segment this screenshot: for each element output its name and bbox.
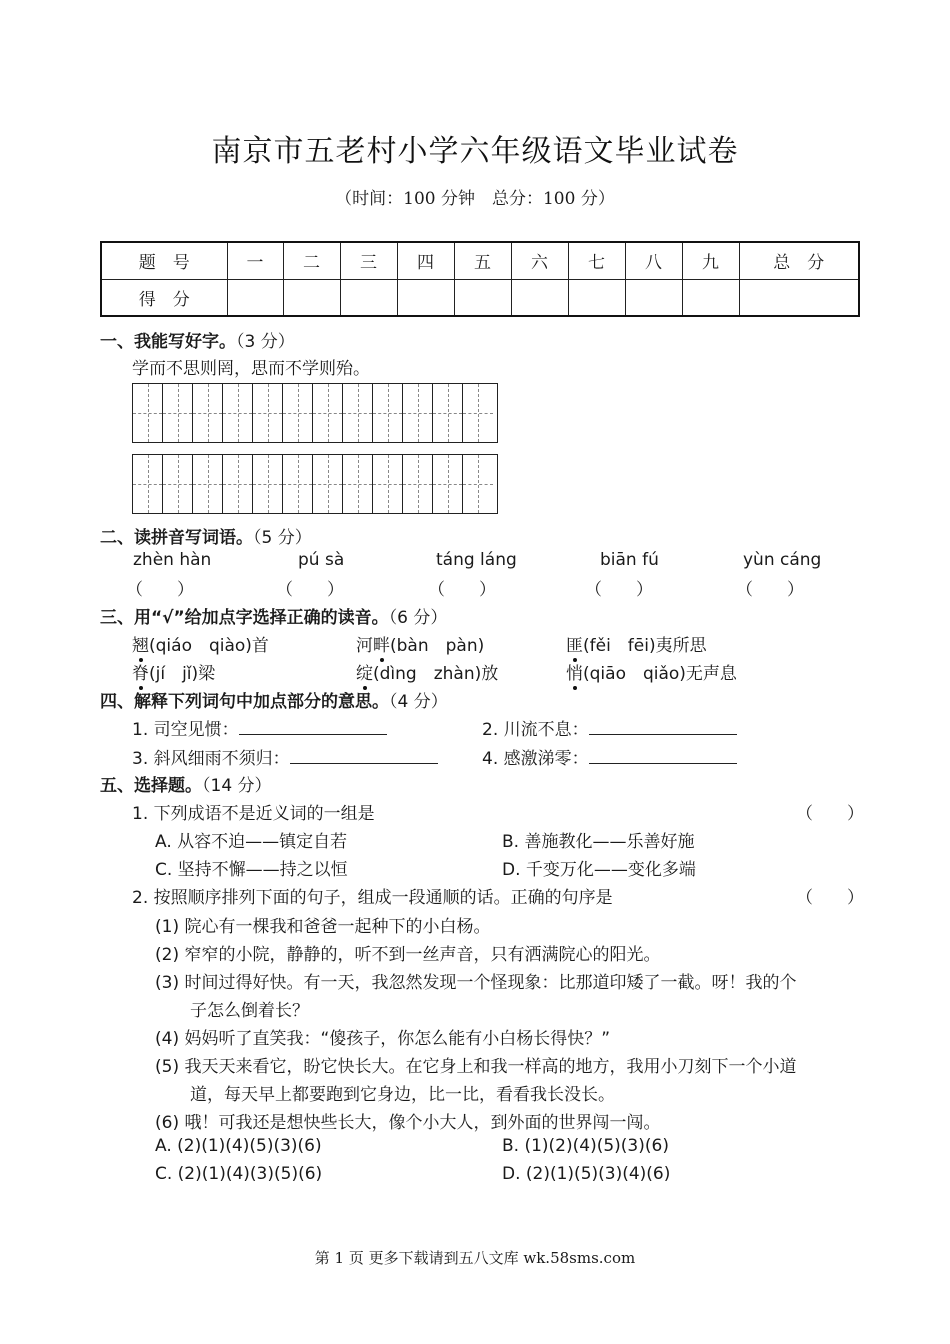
option-d[interactable]: D. (2)(1)(5)(3)(4)(6): [502, 1164, 671, 1184]
choice-q1: 1. 下列成语不是近义词的一组是: [132, 804, 375, 824]
explain-q1-label: 1. 司空见惯：: [132, 720, 239, 740]
explain-q3: [132, 744, 438, 769]
sentence-cont: 子怎么倒着长？: [190, 1001, 309, 1021]
pinyin-item: zhèn hàn: [133, 550, 212, 570]
section-5-title: 五、选择题。: [100, 776, 202, 796]
section-4-points: （4 分）: [389, 692, 448, 712]
score-input-cell[interactable]: [227, 279, 283, 316]
writing-grid-1[interactable]: [132, 383, 498, 443]
score-input-cell[interactable]: [283, 279, 340, 316]
option-d[interactable]: D. 千变万化——变化多端: [502, 860, 696, 880]
options-text: (fěi fēi)夷所思: [583, 636, 707, 656]
dotted-char: 悄: [566, 659, 583, 684]
section-4-heading: [100, 687, 448, 712]
option-b[interactable]: B. (1)(2)(4)(5)(3)(6): [502, 1136, 669, 1156]
section-3-title: 三、用“√”给加点字选择正确的读音。: [100, 608, 389, 628]
answer-paren[interactable]: （ ）: [796, 804, 864, 824]
section-1-points: （3 分）: [236, 332, 295, 352]
section-3-heading: [100, 603, 447, 628]
explain-q4: [482, 744, 737, 769]
section-2-title: 二、读拼音写词语。: [100, 528, 253, 548]
score-header-cell: 题 号: [101, 242, 227, 279]
explain-q2-label: 2. 川流不息：: [482, 720, 589, 740]
score-input-cell[interactable]: [454, 279, 511, 316]
score-header-cell: 二: [283, 242, 340, 279]
score-input-cell[interactable]: [397, 279, 454, 316]
score-header-cell: 一: [227, 242, 283, 279]
explain-q1: [132, 715, 387, 740]
answer-blank[interactable]: [589, 720, 737, 735]
score-header-cell: 四: [397, 242, 454, 279]
writing-grid-2[interactable]: [132, 454, 498, 514]
option-b[interactable]: B. 善施教化——乐善好施: [502, 832, 695, 852]
section-5-heading: [100, 771, 272, 796]
answer-blank[interactable]: [589, 749, 737, 764]
score-header-cell: 七: [568, 242, 625, 279]
options-text: (qiáo qiào)首: [149, 636, 269, 656]
options-text: (dìng zhàn)放: [373, 664, 499, 684]
score-input-cell[interactable]: [682, 279, 739, 316]
section-2-heading: [100, 523, 312, 548]
score-header-cell: 五: [454, 242, 511, 279]
pronunciation-item[interactable]: [356, 659, 498, 684]
exam-info: （时间：100 分钟 总分：100 分）: [335, 189, 615, 209]
explain-q3-label: 3. 斜风细雨不须归：: [132, 749, 290, 769]
options-text: (jí jǐ)梁: [149, 664, 216, 684]
pronunciation-item[interactable]: [356, 631, 484, 656]
sentence: (2) 窄窄的小院，静静的，听不到一丝声音，只有洒满院心的阳光。: [155, 945, 661, 965]
option-c[interactable]: C. (2)(1)(4)(3)(5)(6): [155, 1164, 323, 1184]
score-label-cell: 得 分: [101, 279, 227, 316]
score-input-cell[interactable]: [511, 279, 568, 316]
pronunciation-item[interactable]: [566, 631, 707, 656]
sentence: (5) 我天天来看它，盼它快长大。在它身上和我一样高的地方，我用小刀刻下一个小道: [155, 1057, 797, 1077]
score-header-row: [101, 242, 859, 279]
answer-blank[interactable]: [239, 720, 387, 735]
score-input-cell[interactable]: [625, 279, 682, 316]
page-title: 南京市五老村小学六年级语文毕业试卷: [211, 134, 739, 169]
option-a[interactable]: A. 从容不迫——镇定自若: [155, 832, 348, 852]
sentence-cont: 道，每天早上都要跑到它身边，比一比，看看我长没长。: [190, 1085, 615, 1105]
score-table: [100, 241, 860, 317]
score-header-cell: 九: [682, 242, 739, 279]
score-header-cell: 三: [340, 242, 397, 279]
options-text: (qiāo qiǎo)无声息: [583, 664, 737, 684]
answer-blank[interactable]: [290, 749, 438, 764]
pronunciation-item[interactable]: [132, 659, 215, 684]
score-value-row: [101, 279, 859, 316]
option-a[interactable]: A. (2)(1)(4)(5)(3)(6): [155, 1136, 322, 1156]
section-1-title: 一、我能写好字。: [100, 332, 236, 352]
section-1-heading: [100, 327, 295, 352]
score-header-cell: 八: [625, 242, 682, 279]
dotted-char: 翘: [132, 631, 149, 656]
section-2-points: （5 分）: [253, 528, 312, 548]
dotted-char: 绽: [356, 659, 373, 684]
dotted-char: 匪: [566, 631, 583, 656]
pronunciation-item[interactable]: [566, 659, 737, 684]
score-input-cell[interactable]: [568, 279, 625, 316]
dotted-char: 脊: [132, 659, 149, 684]
pre-text: 河: [356, 636, 373, 656]
explain-q4-label: 4. 感激涕零：: [482, 749, 589, 769]
answer-paren[interactable]: （ ）: [428, 580, 496, 600]
option-c[interactable]: C. 坚持不懈——持之以恒: [155, 860, 348, 880]
answer-paren[interactable]: （ ）: [276, 580, 344, 600]
section-3-points: （6 分）: [388, 608, 448, 628]
answer-paren[interactable]: （ ）: [126, 580, 194, 600]
options-text: (bàn pàn): [390, 636, 485, 656]
score-header-cell: 总 分: [739, 242, 859, 279]
pinyin-item: táng láng: [436, 550, 517, 570]
pinyin-item: biān fú: [600, 550, 659, 570]
pronunciation-item[interactable]: [132, 631, 269, 656]
page-footer: 第 1 页 更多下载请到五八文库 wk.58sms.com: [314, 1249, 636, 1267]
sentence: (3) 时间过得好快。有一天，我忽然发现一个怪现象：比那道印矮了一截。呀！我的个: [155, 973, 797, 993]
dotted-char: 畔: [373, 631, 390, 656]
score-input-cell[interactable]: [340, 279, 397, 316]
section-4-title: 四、解释下列词句中加点部分的意思。: [100, 692, 389, 712]
explain-q2: [482, 715, 737, 740]
sentence: (4) 妈妈听了直笑我：“傻孩子，你怎么能有小白杨长得快？”: [155, 1029, 611, 1049]
copy-text: 学而不思则罔，思而不学则殆。: [132, 359, 370, 379]
choice-q2: 2. 按照顺序排列下面的句子，组成一段通顺的话。正确的句序是: [132, 888, 613, 908]
answer-paren[interactable]: （ ）: [736, 580, 804, 600]
sentence: (1) 院心有一棵我和爸爸一起种下的小白杨。: [155, 917, 491, 937]
section-5-points: （14 分）: [202, 776, 272, 796]
answer-paren[interactable]: （ ）: [796, 888, 864, 908]
sentence: (6) 哦！可我还是想快些长大，像个小大人，到外面的世界闯一闯。: [155, 1113, 661, 1133]
pinyin-item: yùn cáng: [743, 550, 822, 570]
answer-paren[interactable]: （ ）: [585, 580, 653, 600]
score-header-cell: 六: [511, 242, 568, 279]
score-input-cell[interactable]: [739, 279, 859, 316]
pinyin-item: pú sà: [298, 550, 345, 570]
